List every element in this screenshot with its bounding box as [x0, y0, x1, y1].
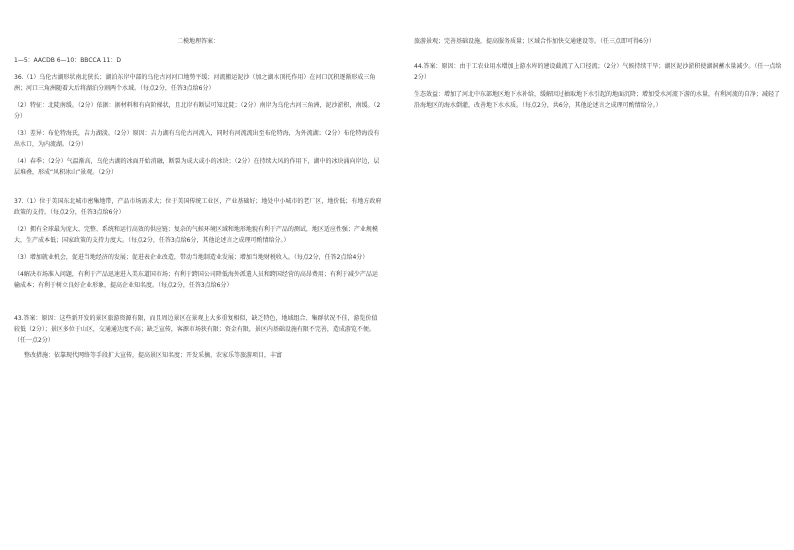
q36-part2: （2）特征：北陡南缓。（2分）依据：据材料和有向阶梯状，且北岸有断层可知北陡；（2分）南岸为乌伦古河三角洲，泥沙淤积，南缓。（2分）: [14, 102, 381, 120]
choice-answers: 1—5：AACDB 6—10：BBCCA 11：D: [14, 57, 121, 64]
q36-part3: （3）差异：布伦特海氏，吉力湖淡。（2分）原因：吉力湖有乌伦古河流入，同时有河流流出至布伦特海，为外流湖；（2分）布伦特海没有出水口，为内流湖。（2分）: [14, 130, 380, 148]
q36-part1: 36.（1）乌伦古湖形状南北狭长；湖泊东岸中部的乌伦古河河口地势平缓；河流搬运泥沙（加之湖水顶托作用）在河口沉积逐渐形成三角洲；河口三角洲随着大后将湖泊分割两个水域。（每点2分，任答3点给6分）: [14, 74, 376, 92]
q44-answer-reasons: 44.答案：原因：由于工农业用水增加上游水库的建设截流了入口径流；（2分）气候持续干旱；湖区泥沙淤积使湖洞蓄水量减少。（任一点给2分）: [414, 63, 782, 81]
q43-answer-measures: 整改措施：依靠现代网络等手段扩大宣传，提高景区知名度；开发采摘、农家乐等旅游项目，丰富: [24, 352, 283, 359]
q44-answer-benefits: 生态效益：增加了河北中东部地区地下水补给，缓解因过抽取地下水引起的地面沉降；增加受水河流下游的水量，有利河流的自净；减轻了沿海地区的海水倒灌，改善地下水水质。（每点2分，共6分，其他论述言之成理可酌情给分。）: [414, 91, 781, 109]
q37-part1: 37.（1）位于美国东北城市密集地带，产品市场需求大；位于美国传统工业区，产业基础好；地处中小城市的老厂区，地价低；有地方政府政策的支持。（每点2分，任答3点给6分）: [14, 198, 382, 216]
q43-answer-measures-continued: 旅游景观；完善基础设施，提高服务质量；区域合作加快交通建设等。（任三点即可得6分）: [414, 38, 655, 45]
q43-answer-reasons: 43.答案：原因：这些新开发的景区旅游资源有限，而且周边景区在景观上大多重复相似，缺乏特色，地域组合、集群状况不佳，游览价值较低（2分）；景区多位于山区，交通通达度不高；缺乏宣传，客源市场狭有限；资金有限，景区内基础设施有限不完善，造成游览不便。（任一点2分）: [14, 315, 378, 344]
q37-part4: （4解决市场准入问题，有利于产品迅速进入美东道国市场；有利于跨国公司降低海外派遣人员和跨国经营的高昂费用；有利于减少产品运输成本；有利于树立良好企业形象，提高企业知名度。（每点2分，任答3点给6分）: [14, 271, 378, 289]
q37-part2: （2）拥有全球最为庞大、完整、系统和运行高效的供应链；复杂的气候环境区域和地形地貌有利于产品的测试，地区适应性强；产业规模大，生产成本低；国家政策的支持力度大。（每点2分，任答3点给6分，其他论述言之成理可酌情给分。）: [14, 226, 378, 244]
q37-part3: （3）增加就业机会，促进当地经济的发展；促进表企业改造，带动当地制造业发展；增加当地财税收入。（每点2分，任答2点给4分）: [14, 254, 369, 261]
right-column: [414, 36, 782, 111]
left-column: [14, 36, 382, 361]
doc-title: 二模地理答案：: [176, 38, 219, 45]
q36-part4: （4）春季；（2分）气温渐高，乌伦古湖的冰面开始消融，断裂为成大或小的冰块；（2分）在持续大风的作用下，湖中的冰块涌向岸边，层层堆叠，形成“风积冰山”景观。（2分）: [14, 158, 380, 176]
